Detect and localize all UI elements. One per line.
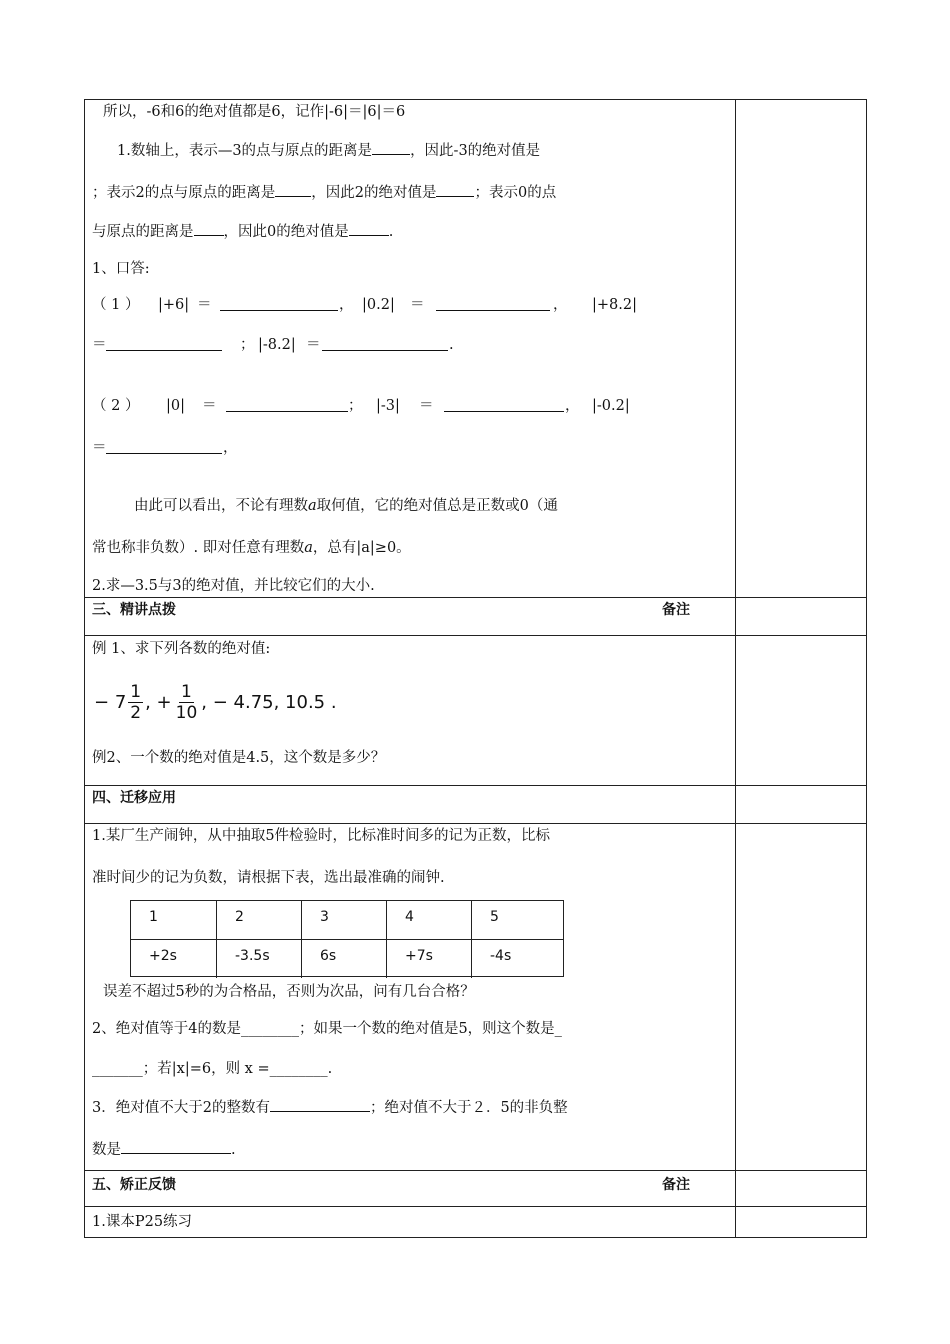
equals-sign: ＝ [92,337,107,353]
minus-sign: − [94,692,110,713]
q1-text-a: 1.数轴上，表示—3的点与原点的距离是 [117,143,373,159]
section-5-note-header: 备注 [662,1177,690,1193]
q1-text-f: 与原点的距离是 [92,224,194,240]
example-1-title: 例 1、求下列各数的绝对值: [92,641,271,657]
problem-3-text: . [231,1142,236,1158]
question-1-line-1 [117,140,540,160]
abs-expression: |-8.2| [258,337,296,353]
clock-error-table [130,900,564,977]
abs-expression: |+6| [158,297,190,313]
table-cell: +7s [386,940,471,978]
abs-expression: |0| [166,398,185,414]
example-1-formula [94,682,337,723]
abs-notation-line: 所以，-6和6的绝对值都是6，记作|-6|＝|6|＝6 [103,104,406,120]
q1-text-c: ；表示2的点与原点的距离是 [92,185,276,201]
fraction-one-half [128,682,143,723]
oral-2-label: （ 2 ） [92,398,140,414]
equals-sign: ＝ [202,398,217,414]
row-divider [85,635,866,636]
table-cell: 6s [301,940,386,978]
answer-blank[interactable] [194,221,224,236]
table-cell: 5 [471,901,563,939]
semicolon: ； [240,337,255,353]
variable-a: a [308,498,317,514]
oral-1-label: （ 1 ） [92,297,140,313]
separator-plus: , + [145,692,172,713]
equals-sign: ＝ [306,337,321,353]
answer-blank[interactable] [372,140,410,155]
fraction-denominator: 10 [175,703,198,723]
problem-3-text: 3．绝对值不大于2的整数有 [92,1100,270,1116]
answer-blank[interactable] [226,397,348,412]
problem-3-text: ；绝对值不大于２．5的非负整 [369,1100,568,1116]
equals-sign: ＝ [197,297,212,313]
section-3-title: 三、精讲点拨 [92,602,176,618]
table-cell: 4 [386,901,471,939]
comma: ， [565,398,580,414]
answer-blank[interactable] [349,221,389,236]
semicolon: ； [348,398,363,414]
answer-blank[interactable] [121,1139,231,1154]
conclusion-text: 由此可以看出，不论有理数 [134,498,308,514]
table-cell: -4s [471,940,563,978]
conclusion-text: 取何值，它的绝对值总是正数或0（通 [316,498,558,514]
row-divider [85,785,866,786]
answer-blank[interactable] [444,397,564,412]
variable-a: a [304,540,313,556]
column-divider [735,100,736,1237]
fraction-numerator: 1 [130,682,142,702]
q1-text-g: ，因此0的绝对值是 [223,224,349,240]
row-divider [85,597,866,598]
problem-1-line-1: 1.某厂生产闹钟，从中抽取5件检验时，比标准时间多的记为正数，比标 [92,828,551,844]
row-divider [85,1170,866,1171]
conclusion-line-1 [134,497,558,515]
answer-blank[interactable] [436,182,474,197]
equals-sign: ＝ [419,398,434,414]
q1-text-d: ，因此2的绝对值是 [311,185,437,201]
equals-sign: ＝ [410,297,425,313]
section-5-title: 五、矫正反馈 [92,1177,176,1193]
comma: ， [339,297,354,313]
section-3-note-header: 备注 [662,602,690,618]
problem-3-line-2 [92,1139,236,1159]
conclusion-text: 常也称非负数）. 即对任意有理数 [92,540,305,556]
problem-2-line-1: 2、绝对值等于4的数是________；如果一个数的绝对值是5，则这个数是_ [92,1021,562,1037]
problem-2-line-2: _______；若|x|=6，则 x =________. [92,1061,333,1077]
problem-3-line-1 [92,1097,568,1117]
table-cell: +2s [149,948,177,964]
table-cell: 3 [301,901,386,939]
abs-expression: |-0.2| [592,398,630,414]
section-4-title: 四、迁移应用 [92,790,176,806]
answer-blank[interactable] [106,439,222,454]
period: . [449,337,454,353]
answer-blank[interactable] [106,336,222,351]
row-divider [85,1206,866,1207]
oral-answer-title: 1、口答: [92,261,150,277]
question-1-line-3 [92,221,393,241]
table-cell: 1 [149,909,158,925]
formula-rest: , − 4.75, 10.5 . [201,692,337,713]
mixed-number-whole: 7 [114,692,127,713]
feedback-item-1: 1.课本P25练习 [92,1214,193,1230]
table-cell: -3.5s [216,940,301,978]
question-1-line-2 [92,182,556,202]
abs-expression: |-3| [376,398,400,414]
problem-1-line-3: 误差不超过5秒的为合格品，否则为次品，问有几台合格？ [103,984,475,1000]
table-cell: 2 [216,901,301,939]
row-divider [85,823,866,824]
table-header-row [131,901,563,939]
fraction-numerator: 1 [181,682,192,702]
answer-blank[interactable] [220,296,338,311]
question-2: 2.求—3.5与3的绝对值，并比较它们的大小. [92,578,375,594]
q1-text-e: ；表示0的点 [474,185,557,201]
abs-expression: |0.2| [362,297,395,313]
conclusion-line-2 [92,539,411,557]
problem-1-line-2: 准时间少的记为负数，请根据下表，选出最准确的闹钟. [92,870,445,886]
answer-blank[interactable] [270,1097,370,1112]
abs-expression: |+8.2| [592,297,637,313]
answer-blank[interactable] [275,182,311,197]
equals-sign: ＝ [92,440,107,456]
fraction-one-tenth [174,682,200,723]
example-2: 例2、一个数的绝对值是4.5，这个数是多少？ [92,750,386,766]
q1-text-h: . [388,224,394,240]
problem-3-text: 数是 [92,1142,121,1158]
comma: ， [223,440,238,456]
fraction-denominator: 2 [130,703,142,723]
table-value-row [131,939,563,978]
conclusion-text: ，总有|a|≥0。 [312,540,411,556]
q1-text-b: ，因此-3的绝对值是 [410,143,541,159]
comma: ， [553,297,568,313]
answer-blank[interactable] [322,336,448,351]
answer-blank[interactable] [436,296,550,311]
